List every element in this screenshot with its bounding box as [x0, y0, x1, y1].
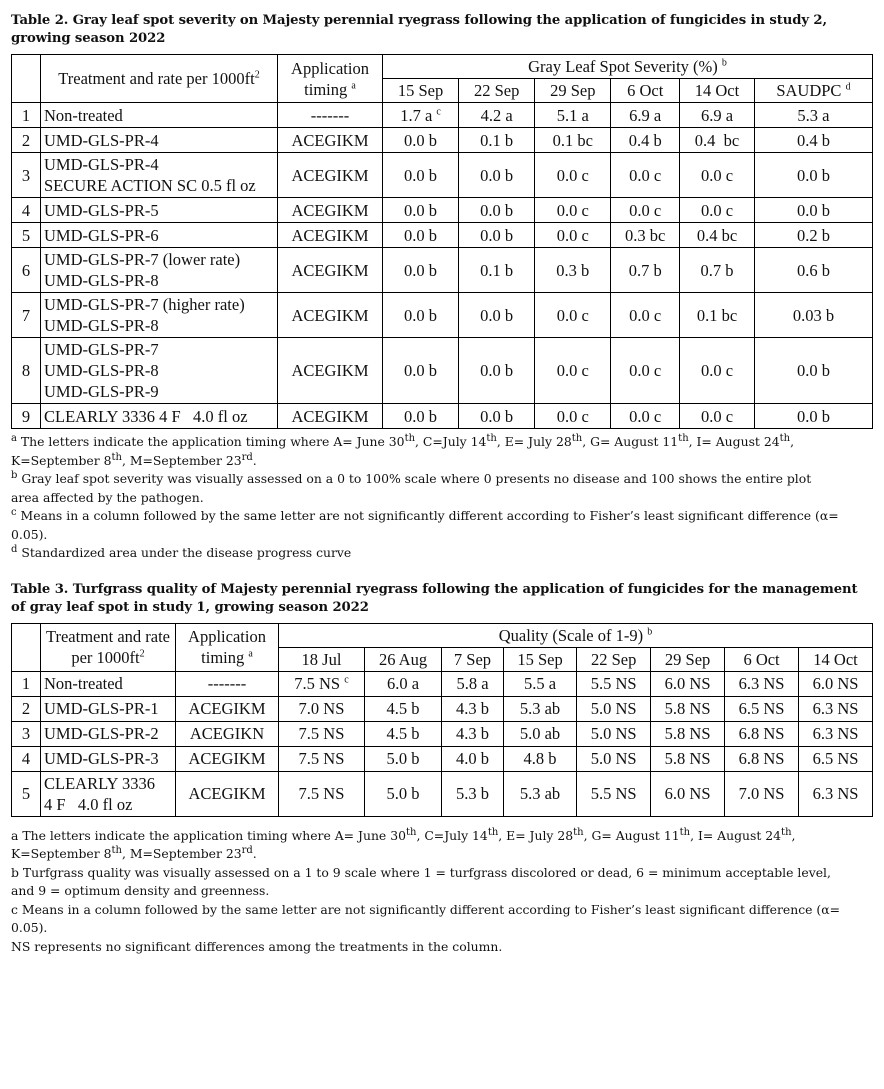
saudpc-header: SAUDPC $^d$ [754, 79, 872, 103]
row-number: 3 [12, 721, 41, 746]
row-number: 4 [12, 746, 41, 771]
date-header: 15 Sep [383, 79, 459, 103]
treatment-cell [41, 338, 278, 404]
value-cell: 6.8 NS [725, 746, 799, 771]
value-cell: 0.0 b [459, 404, 535, 429]
treatment-line: UMD-GLS-PR-4 [44, 155, 159, 174]
value-cell: 0.0 c [535, 338, 611, 404]
timing-cell: ACEGIKM [176, 771, 279, 816]
value-cell: 0.0 c [535, 153, 611, 198]
treatment-line: CLEARLY 3336 4 F 4.0 fl oz [44, 406, 248, 426]
treatment-line: UMD-GLS-PR-7 (higher rate) [44, 295, 245, 314]
treatment-line: UMD-GLS-PR-7 [44, 340, 159, 359]
treatment-cell [41, 293, 278, 338]
timing-cell: ACEGIKM [278, 248, 383, 293]
value-cell: 0.0 b [383, 153, 459, 198]
value-cell: 0.0 c [680, 198, 755, 223]
table-row [12, 103, 873, 128]
footnote-a: a The letters indicate the application timing where A= June 30th, C=July 14th, E= July 28th, G= August 11th, I= August 24th, K=September 8th, M=September 23rd. [11, 826, 796, 861]
value-cell: 5.5 NS [577, 671, 651, 696]
value-cell: 5.8 NS [651, 746, 725, 771]
date-header: 15 Sep [503, 647, 576, 671]
timing-cell: ACEGIKM [278, 338, 383, 404]
footnote-a: $^a$ The letters indicate the application timing where A= June 30th, C=July 14th, E= July 28th, G= August 11th, I= August 24th, K=September 8th, M=September 23rd. [11, 432, 795, 468]
value-cell: 0.0 b [383, 293, 459, 338]
table-row [12, 746, 873, 771]
quality-group-header: Quality (Scale of 1-9) $^b$ [279, 623, 873, 647]
treatment-line: UMD-GLS-PR-1 [44, 699, 159, 718]
value-cell: 6.0 NS [651, 671, 725, 696]
timing-header: Application timing $^a$ [278, 55, 383, 103]
value-cell: 0.6 b [754, 248, 872, 293]
row-number: 5 [12, 223, 41, 248]
value-cell: 4.5 b [364, 721, 441, 746]
treatment-line: SECURE ACTION SC 0.5 fl oz [44, 176, 256, 195]
treatment-line: UMD-GLS-PR-8 [44, 316, 159, 335]
value-cell: 5.0 b [364, 746, 441, 771]
value-cell: 0.4 b [754, 128, 872, 153]
date-header: 14 Oct [680, 79, 755, 103]
severity-group-header: Gray Leaf Spot Severity (%) $^b$ [383, 55, 873, 79]
value-cell: 6.8 NS [725, 721, 799, 746]
table3-footnotes [11, 827, 874, 957]
table3-body [12, 671, 873, 816]
table-row [12, 248, 873, 293]
row-number: 4 [12, 198, 41, 223]
value-cell: 4.0 b [442, 746, 504, 771]
treatment-cell [41, 404, 278, 429]
value-cell: 0.0 b [459, 153, 535, 198]
table-row [12, 293, 873, 338]
footnote-ns: NS represents no significant differences among the treatments in the column. [11, 938, 503, 954]
treatment-line: UMD-GLS-PR-7 (lower rate) [44, 250, 241, 269]
timing-cell: ACEGIKM [176, 746, 279, 771]
row-number: 1 [12, 103, 41, 128]
treatment-cell [41, 771, 176, 816]
value-cell: 0.0 b [383, 128, 459, 153]
value-cell: 0.0 b [459, 338, 535, 404]
table-row [12, 696, 873, 721]
value-cell: 4.8 b [503, 746, 576, 771]
value-cell: 6.5 NS [725, 696, 799, 721]
value-cell: 1.7 a $^c$ [383, 103, 459, 128]
value-cell: 4.5 b [364, 696, 441, 721]
date-header: 6 Oct [611, 79, 680, 103]
value-cell: 0.0 b [459, 198, 535, 223]
value-cell: 5.3 a [754, 103, 872, 128]
value-cell: 5.3 b [442, 771, 504, 816]
value-cell: 7.0 NS [725, 771, 799, 816]
treatment-line: UMD-GLS-PR-6 [44, 225, 159, 245]
value-cell: 0.0 b [383, 223, 459, 248]
table-row [12, 338, 873, 404]
value-cell: 0.2 b [754, 223, 872, 248]
treatment-line: UMD-GLS-PR-8 [44, 361, 159, 380]
treatment-cell [41, 721, 176, 746]
value-cell: 0.0 b [754, 198, 872, 223]
timing-cell: ACEGIKM [278, 293, 383, 338]
value-cell: 5.0 ab [503, 721, 576, 746]
value-cell: 0.7 b [680, 248, 755, 293]
value-cell: 0.0 c [535, 198, 611, 223]
treatment-header: Treatment and rate per $1000ft^2$ [41, 55, 278, 103]
timing-cell: ACEGIKM [278, 128, 383, 153]
timing-cell: ACEGIKN [176, 721, 279, 746]
value-cell: 0.0 b [383, 338, 459, 404]
timing-cell: ------- [278, 103, 383, 128]
row-number: 8 [12, 338, 41, 404]
value-cell: 0.0 c [680, 338, 755, 404]
value-cell: 4.3 b [442, 696, 504, 721]
treatment-line: UMD-GLS-PR-3 [44, 749, 159, 768]
value-cell: 0.0 b [459, 293, 535, 338]
table-row [12, 671, 873, 696]
value-cell: 6.5 NS [799, 746, 873, 771]
table2-footnotes [11, 433, 874, 563]
value-cell: 5.5 NS [577, 771, 651, 816]
treatment-cell [41, 103, 278, 128]
value-cell: 0.0 b [754, 338, 872, 404]
value-cell: 0.0 c [680, 153, 755, 198]
footnote-b: b Turfgrass quality was visually assessed on a 1 to 9 scale where 1 = turfgrass discolored or dead, 6 = minimum acceptable level, and 9 = optimum density and greenness. [11, 864, 831, 898]
table-row [12, 223, 873, 248]
date-header: 29 Sep [535, 79, 611, 103]
timing-cell: ------- [176, 671, 279, 696]
row-number: 5 [12, 771, 41, 816]
value-cell: 6.3 NS [725, 671, 799, 696]
value-cell: 0.0 c [535, 223, 611, 248]
footnote-c: $^c$ Means in a column followed by the same letter are not significantly different according to Fisher’s least significant difference (α= 0.05). [11, 506, 839, 542]
treatment-cell [41, 671, 176, 696]
treatment-line: UMD-GLS-PR-8 [44, 271, 159, 290]
table3-caption: Table 3. Turfgrass quality of Majesty perennial ryegrass following the application of fungicides for the management of gray leaf spot in study 1, growing season 2022 [11, 581, 858, 615]
treatment-line: Non-treated [44, 105, 123, 125]
timing-cell: ACEGIKM [176, 696, 279, 721]
timing-cell: ACEGIKM [278, 198, 383, 223]
value-cell: 5.3 ab [503, 771, 576, 816]
treatment-header: Treatment and rate per $1000ft^2$ [41, 623, 176, 671]
value-cell: 0.0 b [754, 153, 872, 198]
value-cell: 6.0 a [364, 671, 441, 696]
treatment-line: Non-treated [44, 674, 123, 693]
value-cell: 0.3 b [535, 248, 611, 293]
value-cell: 5.0 b [364, 771, 441, 816]
value-cell: 0.0 c [611, 338, 680, 404]
value-cell: 0.0 c [611, 198, 680, 223]
row-number: 1 [12, 671, 41, 696]
date-header: 26 Aug [364, 647, 441, 671]
value-cell: 6.9 a [680, 103, 755, 128]
value-cell: 0.3 bc [611, 223, 680, 248]
value-cell: 5.0 NS [577, 746, 651, 771]
treatment-cell [41, 223, 278, 248]
value-cell: 0.4 bc [680, 223, 755, 248]
footnote-b: $^b$ Gray leaf spot severity was visually assessed on a 0 to 100% scale where 0 presents no disease and 100 shows the entire plot area affected by the pathogen. [11, 469, 812, 505]
footnote-d: $^d$ Standardized area under the disease progress curve [11, 543, 352, 560]
value-cell: 5.0 NS [577, 696, 651, 721]
value-cell: 6.3 NS [799, 696, 873, 721]
value-cell: 5.3 ab [503, 696, 576, 721]
value-cell: 0.7 b [611, 248, 680, 293]
date-header: 29 Sep [651, 647, 725, 671]
value-cell: 0.1 bc [680, 293, 755, 338]
value-cell: 0.0 b [459, 223, 535, 248]
value-cell: 7.0 NS [279, 696, 365, 721]
date-header: 22 Sep [577, 647, 651, 671]
table-row [12, 198, 873, 223]
footnote-c: c Means in a column followed by the same letter are not significantly different according to Fisher’s least significant difference (α= 0.05). [11, 901, 840, 935]
value-cell: 0.4 b [611, 128, 680, 153]
value-cell: 0.1 b [459, 128, 535, 153]
row-number: 3 [12, 153, 41, 198]
table-row [12, 128, 873, 153]
value-cell: 0.03 b [754, 293, 872, 338]
table-row [12, 153, 873, 198]
treatment-cell [41, 696, 176, 721]
value-cell: 5.0 NS [577, 721, 651, 746]
value-cell: 5.1 a [535, 103, 611, 128]
date-header: 18 Jul [279, 647, 365, 671]
value-cell: 4.3 b [442, 721, 504, 746]
value-cell: 0.0 b [383, 404, 459, 429]
value-cell: 6.0 NS [651, 771, 725, 816]
value-cell: 6.0 NS [799, 671, 873, 696]
value-cell: 0.1 b [459, 248, 535, 293]
table-row [12, 404, 873, 429]
value-cell: 0.1 bc [535, 128, 611, 153]
value-cell: 5.8 a [442, 671, 504, 696]
value-cell: 0.0 c [535, 293, 611, 338]
row-number: 7 [12, 293, 41, 338]
value-cell: 0.4 bc [680, 128, 755, 153]
value-cell: 7.5 NS [279, 721, 365, 746]
value-cell: 6.9 a [611, 103, 680, 128]
value-cell: 0.0 c [535, 404, 611, 429]
value-cell: 7.5 NS [279, 771, 365, 816]
value-cell: 6.3 NS [799, 721, 873, 746]
value-cell: 7.5 NS [279, 746, 365, 771]
treatment-line: UMD-GLS-PR-2 [44, 724, 159, 743]
treatment-line: UMD-GLS-PR-9 [44, 382, 159, 401]
row-number-header [12, 55, 41, 103]
date-header: 7 Sep [442, 647, 504, 671]
timing-header: Application timing $^a$ [176, 623, 279, 671]
treatment-line: 4 F 4.0 fl oz [44, 794, 133, 814]
row-number: 2 [12, 696, 41, 721]
table3 [11, 623, 873, 817]
value-cell: 6.3 NS [799, 771, 873, 816]
row-number: 6 [12, 248, 41, 293]
date-header: 22 Sep [459, 79, 535, 103]
value-cell: 0.0 b [383, 248, 459, 293]
date-header: 6 Oct [725, 647, 799, 671]
timing-cell: ACEGIKM [278, 153, 383, 198]
value-cell: 4.2 a [459, 103, 535, 128]
value-cell: 0.0 c [611, 404, 680, 429]
treatment-cell [41, 128, 278, 153]
date-header: 14 Oct [799, 647, 873, 671]
treatment-line: CLEARLY 3336 [44, 773, 155, 793]
table2 [11, 54, 873, 429]
treatment-cell [41, 746, 176, 771]
value-cell: 5.5 a [503, 671, 576, 696]
table2-body [12, 103, 873, 429]
treatment-line: UMD-GLS-PR-5 [44, 200, 159, 220]
table2-caption: Table 2. Gray leaf spot severity on Majesty perennial ryegrass following the application of fungicides in study 2, growing season 2022 [11, 13, 827, 46]
row-number-header [12, 623, 41, 671]
value-cell: 7.5 NS $^c$ [279, 671, 365, 696]
value-cell: 0.0 b [754, 404, 872, 429]
treatment-cell [41, 198, 278, 223]
value-cell: 0.0 c [611, 153, 680, 198]
table-row [12, 771, 873, 816]
row-number: 9 [12, 404, 41, 429]
treatment-line: UMD-GLS-PR-4 [44, 130, 159, 150]
timing-cell: ACEGIKM [278, 404, 383, 429]
treatment-cell [41, 248, 278, 293]
table-row [12, 721, 873, 746]
value-cell: 5.8 NS [651, 721, 725, 746]
value-cell: 0.0 c [680, 404, 755, 429]
value-cell: 0.0 b [383, 198, 459, 223]
value-cell: 5.8 NS [651, 696, 725, 721]
treatment-cell [41, 153, 278, 198]
row-number: 2 [12, 128, 41, 153]
value-cell: 0.0 c [611, 293, 680, 338]
timing-cell: ACEGIKM [278, 223, 383, 248]
